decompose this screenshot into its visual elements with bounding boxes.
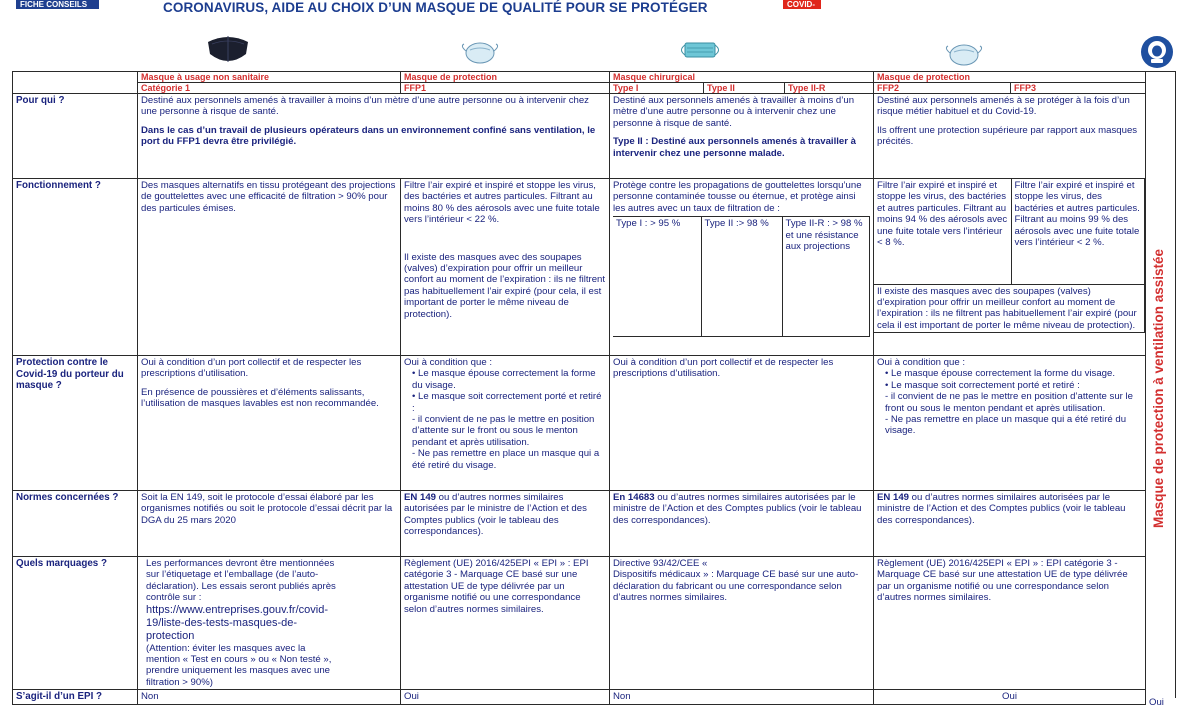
fonct-c4-ffp2: Filtre l’air expiré et inspiré et stoppe les virus, des bactéries et autres particules. Filtrant au moins 94 % des aérosols avec une fuite totale vers l’intérieur < 8 %. bbox=[874, 179, 1011, 284]
row-label-protection: Protection contre le Covid-19 du porteur du masque ? bbox=[13, 356, 138, 491]
cell-fonct-c1: Des masques alternatifs en tissu protégeant des projections de gouttelettes avec une efficacité de filtration > 90% pour des particules émises. bbox=[138, 179, 401, 356]
cell-fonct-c4 bbox=[874, 179, 1146, 356]
marq-c3-directive: Directive 93/42/CEE « bbox=[613, 558, 708, 569]
fonct-c3-intro: Protège contre les propagations de gouttelettes lorsqu’une personne contaminée tousse ou éternue, et protège ainsi les autres avec un taux de filtration de : bbox=[613, 180, 862, 214]
cell-marq-c4: Règlement (UE) 2016/425EPI « EPI » : EPI catégorie 3 - Marquage CE basé sur une attestation UE de type délivrée par un organisme notifié ou une correspondance selon d’autres normes similaires. bbox=[874, 557, 1146, 690]
marq-c3-text: Dispositifs médicaux » : Marquage CE basé sur une auto-déclaration du fabricant ou une correspondance selon d’autres normes similaires. bbox=[613, 569, 859, 604]
col-header-protection-ffp1: Masque de protection bbox=[401, 72, 610, 83]
cell-protect-c3: Oui à condition d’un port collectif et de respecter les prescriptions d’utilisation. bbox=[610, 356, 874, 491]
fonct-c2-valves: Il existe des masques avec des soupapes (valves) d’expiration pour offrir un meilleur confort au moment de l’expiration : ils ne filtrent pas habituellement l’air expiré (pour cela, il est important de porter le même niveau de protection). bbox=[404, 251, 606, 320]
marq-c1-note: (Attention: éviter les masques avec la mention « Test en cours » ou « Non testé », prendre uniquement les masques avec une filtration > 90%) bbox=[146, 642, 332, 688]
fonct-c4-valves: Il existe des masques avec des soupapes (valves) d’expiration pour offrir un meilleur confort au moment de l’expiration : ils ne filtrent pas habituellement l’air expiré (pour cela il est important de porter le même niveau de protection). bbox=[874, 284, 1145, 333]
cell-epi-c2: Oui bbox=[401, 690, 610, 705]
cell-epi-c3: Non bbox=[610, 690, 874, 705]
cell-normes-c3 bbox=[610, 491, 874, 557]
list-item: • Le masque épouse correctement la forme du visage. bbox=[885, 368, 1116, 380]
cell-pour-qui-c3 bbox=[610, 94, 874, 179]
normes-c2-text: ou d’autres normes similaires autorisées par le ministre de l’Action et des Comptes publics (voir le tableau des correspondances). bbox=[404, 492, 587, 538]
cell-epi-c4: Oui bbox=[874, 690, 1146, 705]
cell-marq-c1 bbox=[138, 557, 401, 690]
cell-protect-c2 bbox=[401, 356, 610, 491]
col-sub-ffp2: FFP2 bbox=[874, 83, 1011, 94]
row-label-normes: Normes concernées ? bbox=[13, 491, 138, 557]
table-row-protection bbox=[13, 356, 1146, 491]
marq-c1-link[interactable]: https://www.entreprises.gouv.fr/covid-19/liste-des-tests-masques-de-protection bbox=[146, 603, 328, 642]
table-row-normes bbox=[13, 491, 1146, 557]
marq-c1-text: Les performances devront être mentionnées sur l’étiquetage et l’emballage (de l’auto-déclaration). Les essais seront publiés après contrôle sur : bbox=[146, 558, 336, 604]
protect-c1-text: Oui à condition d’un port collectif et de respecter les prescriptions d’utilisation. bbox=[141, 357, 362, 380]
list-item: - il convient de ne pas le mettre en position d’attente sur le front ou sous le menton pendant et après utilisation. bbox=[885, 391, 1133, 414]
cell-normes-c2 bbox=[401, 491, 610, 557]
table-row-epi bbox=[13, 690, 1146, 705]
ventilated-helmet-icon bbox=[1140, 35, 1174, 69]
protect-c4-list bbox=[877, 368, 1142, 436]
list-item: • Le masque soit correctement porté et retiré : bbox=[885, 379, 1080, 391]
normes-c4-text: ou d’autres normes similaires autorisées par le ministre de l’Action et des Comptes publics (voir le tableau des correspondances). bbox=[877, 492, 1126, 526]
list-item: - Ne pas remettre en place un masque qui a été retiré du visage. bbox=[412, 448, 600, 471]
fonct-c3-type1: Type I : > 95 % bbox=[613, 217, 701, 337]
row-label-fonctionnement: Fonctionnement ? bbox=[13, 179, 138, 356]
cell-marq-c3 bbox=[610, 557, 874, 690]
col-sub-categorie-1: Catégorie 1 bbox=[138, 83, 401, 94]
protect-c2-list bbox=[404, 368, 606, 471]
list-item: - il convient de ne pas le mettre en position d’attente sur le front ou sous le menton pendant et après utilisation. bbox=[412, 414, 595, 448]
pour-qui-c3-type2: Type II : Destiné aux personnels amenés à travailler à intervenir chez une personne malade. bbox=[613, 136, 856, 159]
table-row-marquages bbox=[13, 557, 1146, 690]
fonct-c3-type2: Type II :> 98 % bbox=[701, 217, 782, 337]
row-label-pour-qui: Pour qui ? bbox=[13, 94, 138, 179]
ffp2-mask-icon bbox=[942, 42, 986, 66]
col-sub-ffp3: FFP3 bbox=[1011, 83, 1146, 94]
col-sub-type-ii: Type II bbox=[704, 83, 785, 94]
normes-c3-std: En 14683 bbox=[613, 492, 655, 503]
protect-c2-intro: Oui à condition que : bbox=[404, 357, 493, 368]
col-sub-type-ii-r: Type II-R bbox=[785, 83, 874, 94]
row-label-marquages: Quels marquages ? bbox=[13, 557, 138, 690]
cell-epi-ventilated: Oui bbox=[1149, 697, 1164, 708]
list-item: - Ne pas remettre en place un masque qui a été retiré du visage. bbox=[885, 414, 1127, 437]
table-row-pour-qui bbox=[13, 94, 1146, 179]
page-title: CORONAVIRUS, AIDE AU CHOIX D’UN MASQUE DE QUALITÉ POUR SE PROTÉGER bbox=[163, 0, 708, 15]
col-sub-ffp1: FFP1 bbox=[401, 83, 610, 94]
surgical-mask-icon bbox=[677, 41, 723, 59]
normes-c3-text: ou d’autres normes similaires autorisées par le ministre de l’Action et des Comptes publics (voir le tableau des correspondances). bbox=[613, 492, 862, 526]
cell-pour-qui-c4 bbox=[874, 94, 1146, 179]
fonct-c2-filter: Filtre l’air expiré et inspiré et stoppe les virus, des bactéries et autres particules. Filtrant au moins 80 % des aérosols avec une fuite totale vers l’intérieur < 22 %. bbox=[404, 180, 600, 226]
cell-pour-qui-c12 bbox=[138, 94, 610, 179]
cell-marq-c2: Règlement (UE) 2016/425EPI « EPI » : EPI catégorie 3 - Marquage CE basé sur une attestation UE de type délivrée par un organisme notifié ou une correspondance selon d’autres normes similaires. bbox=[401, 557, 610, 690]
fonct-c3-types bbox=[613, 216, 870, 337]
cell-protect-c4 bbox=[874, 356, 1146, 491]
cell-epi-c1: Non bbox=[138, 690, 401, 705]
ffp1-mask-icon bbox=[458, 40, 502, 64]
fonct-c4-ffp3: Filtre l’air expiré et inspiré et stoppe les virus, des bactéries et autres particules. Filtrant au moins 99 % des aérosols avec une fuite totale vers l’intérieur < 2 %. bbox=[1011, 179, 1145, 284]
cell-fonct-c2 bbox=[401, 179, 610, 356]
mask-comparison-table bbox=[12, 71, 1146, 705]
corner-cell bbox=[13, 72, 138, 94]
protect-c4-intro: Oui à condition que : bbox=[877, 357, 966, 368]
covid-badge: COVID-19 bbox=[783, 0, 821, 9]
list-item: • Le masque épouse correctement la forme du visage. bbox=[412, 368, 596, 391]
fonct-c4-split bbox=[874, 179, 1145, 333]
ventilated-mask-label-text: Masque de protection à ventilation assistée bbox=[1151, 248, 1167, 528]
pour-qui-c3-text: Destiné aux personnels amenés à travailler à moins d’un mètre d’une autre personne ou à intervenir chez une personne à risque de santé. bbox=[613, 95, 855, 129]
pour-qui-c4-note: Ils offrent une protection supérieure par rapport aux masques précités. bbox=[877, 124, 1138, 148]
fiche-conseils-badge: FICHE CONSEILS bbox=[16, 0, 99, 9]
header-bar bbox=[0, 0, 1200, 22]
cell-protect-c1 bbox=[138, 356, 401, 491]
cell-normes-c4 bbox=[874, 491, 1146, 557]
table-row-fonctionnement bbox=[13, 179, 1146, 356]
fonct-c3-type2r: Type II-R : > 98 % et une résistance aux projections bbox=[782, 217, 870, 337]
col-header-non-sanitaire: Masque à usage non sanitaire bbox=[138, 72, 401, 83]
cell-fonct-c3 bbox=[610, 179, 874, 356]
col-header-protection-ffp23: Masque de protection bbox=[874, 72, 1146, 83]
black-fabric-mask-icon bbox=[204, 34, 252, 64]
normes-c4-std: EN 149 bbox=[877, 492, 910, 503]
col-sub-type-i: Type I bbox=[610, 83, 704, 94]
pour-qui-c12-text: Destiné aux personnels amenés à travailler à moins d’un mètre d’une autre personne ou à intervenir chez une personne à risque de santé. bbox=[141, 95, 589, 118]
row-label-epi: S’agit-il d’un EPI ? bbox=[13, 690, 138, 705]
pour-qui-c4-text: Destiné aux personnels amenés à se protéger à la fois d’un risque métier habituel et du Covid-19. bbox=[877, 95, 1130, 118]
pour-qui-c12-note: Dans le cas d’un travail de plusieurs opérateurs dans un environnement confiné sans ventilation, le port du FFP1 devra être privilégié. bbox=[141, 124, 596, 148]
list-item: • Le masque soit correctement porté et retiré : bbox=[412, 391, 602, 414]
ventilated-mask-label bbox=[1148, 88, 1170, 688]
protect-c1-note: En présence de poussières et d’éléments salissants, l’utilisation de masques lavables est non recommandée. bbox=[141, 386, 379, 410]
cell-normes-c1: Soit la EN 149, soit le protocole d’essai élaboré par les organismes notifiés ou soit le protocole d’essai décrit par la DGA du 25 mars 2020 bbox=[138, 491, 401, 557]
col-header-chirurgical: Masque chirurgical bbox=[610, 72, 874, 83]
normes-c2-std: EN 149 bbox=[404, 492, 436, 503]
